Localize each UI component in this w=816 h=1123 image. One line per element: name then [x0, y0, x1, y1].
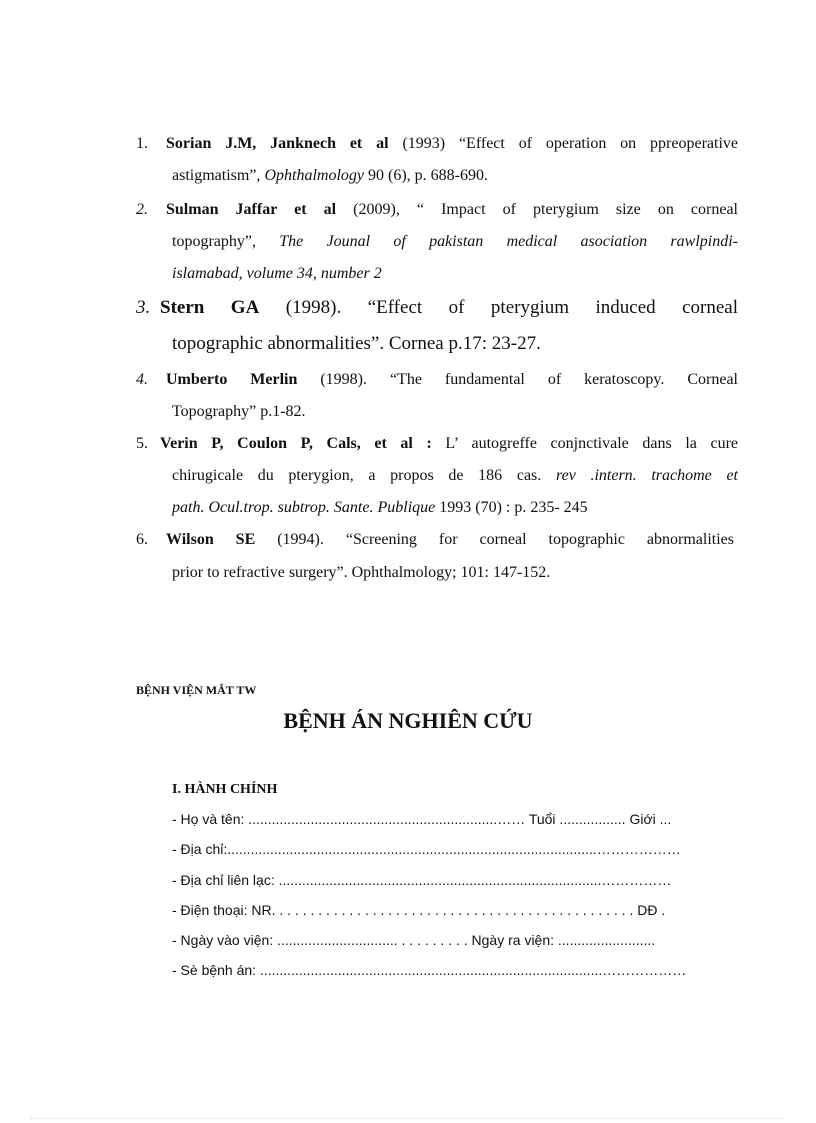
ref-authors: Verin P, Coulon P, Cals, et al :	[160, 435, 432, 452]
ref-number: 3.	[136, 297, 151, 318]
field-phone: - Điện thoại: NR. . . . . . . . . . . . . . . . . . . . . . . . . . . . . . . . . . . . . . . . . . . . . . . DĐ .	[172, 902, 666, 918]
ref-text: 1993 (70) : p. 235- 245	[435, 499, 588, 516]
ref-number: 6.	[136, 531, 148, 548]
ref-journal: islamabad, volume 34, number 2	[172, 265, 382, 282]
ref-number: 2.	[136, 201, 148, 218]
ref-line	[166, 370, 738, 390]
ref-line	[172, 166, 488, 186]
ref-number: 4.	[136, 371, 148, 388]
ref-text: (1994). “Screening for corneal topographic abnormalities	[255, 531, 735, 548]
ref-text: 90 (6), p. 688-690.	[363, 167, 488, 184]
ref-line	[172, 402, 306, 422]
ref-line	[160, 296, 738, 320]
ref-line	[172, 498, 588, 518]
ref-text: (2009), “ Impact of pterygium size on corneal	[336, 201, 738, 218]
ref-text: (1993) “Effect of operation on ppreoperative	[388, 135, 739, 152]
ref-line	[172, 264, 382, 284]
ref-line	[166, 200, 738, 220]
ref-number: 1.	[136, 135, 148, 152]
ref-text: L’ autogreffe conjnctivale dans la cure	[431, 435, 739, 452]
hospital-name: BỆNH VIỆN MẮT TW	[136, 683, 257, 697]
ref-line	[160, 434, 738, 454]
ref-line	[166, 134, 738, 154]
field-address: - Địa chỉ:...............................................................................................………………	[172, 841, 681, 857]
ref-text: (1998). “Effect of pterygium induced corneal	[259, 297, 739, 318]
ref-text: topography”,	[172, 233, 280, 250]
field-name: - Họ và tên: ................................................................…… Tuổi ................. Giới ...	[172, 811, 672, 827]
field-dates: - Ngày vào viện: ............................... . . . . . . . . . Ngày ra viện: .........................	[172, 932, 656, 948]
ref-journal: path. Ocul.trop. subtrop. Sante. Publique	[172, 499, 436, 516]
ref-journal: Ophthalmology	[264, 167, 364, 184]
page-divider	[30, 1118, 786, 1119]
ref-authors: Umberto Merlin	[166, 371, 298, 388]
field-record-number: - Sè bệnh án: ........................................................................................………………	[172, 962, 687, 978]
ref-authors: Sulman Jaffar et al	[166, 201, 337, 218]
ref-text: prior to refractive surgery”. Ophthalmology; 101: 147-152.	[172, 564, 551, 581]
ref-journal: The Jounal of pakistan medical asociation rawlpindi-	[279, 233, 738, 250]
ref-number: 5.	[136, 435, 148, 452]
ref-text: topographic abnormalities”. Cornea p.17: 23-27.	[172, 333, 541, 354]
ref-line	[172, 232, 738, 252]
ref-text: astigmatism”,	[172, 167, 265, 184]
page-title: BỆNH ÁN NGHIÊN CỨU	[283, 708, 533, 733]
field-contact-address: - Địa chỉ liên lạc: ...................................................................................……………	[172, 872, 672, 888]
ref-line	[166, 530, 734, 550]
ref-text: chirugicale du pterygion, a propos de 186 cas.	[172, 467, 556, 484]
ref-authors: Wilson SE	[166, 531, 256, 548]
section-heading: I. HÀNH CHÍNH	[172, 782, 278, 797]
ref-authors: Sorian J.M, Janknech et al	[166, 135, 389, 152]
ref-text: Topography” p.1-82.	[172, 403, 306, 420]
ref-line	[172, 466, 738, 486]
ref-line	[172, 563, 550, 583]
ref-text: (1998). “The fundamental of keratoscopy. Corneal	[297, 371, 739, 388]
ref-line	[172, 332, 541, 356]
ref-authors: Stern GA	[160, 297, 260, 318]
ref-journal: rev .intern. trachome et	[555, 467, 738, 484]
